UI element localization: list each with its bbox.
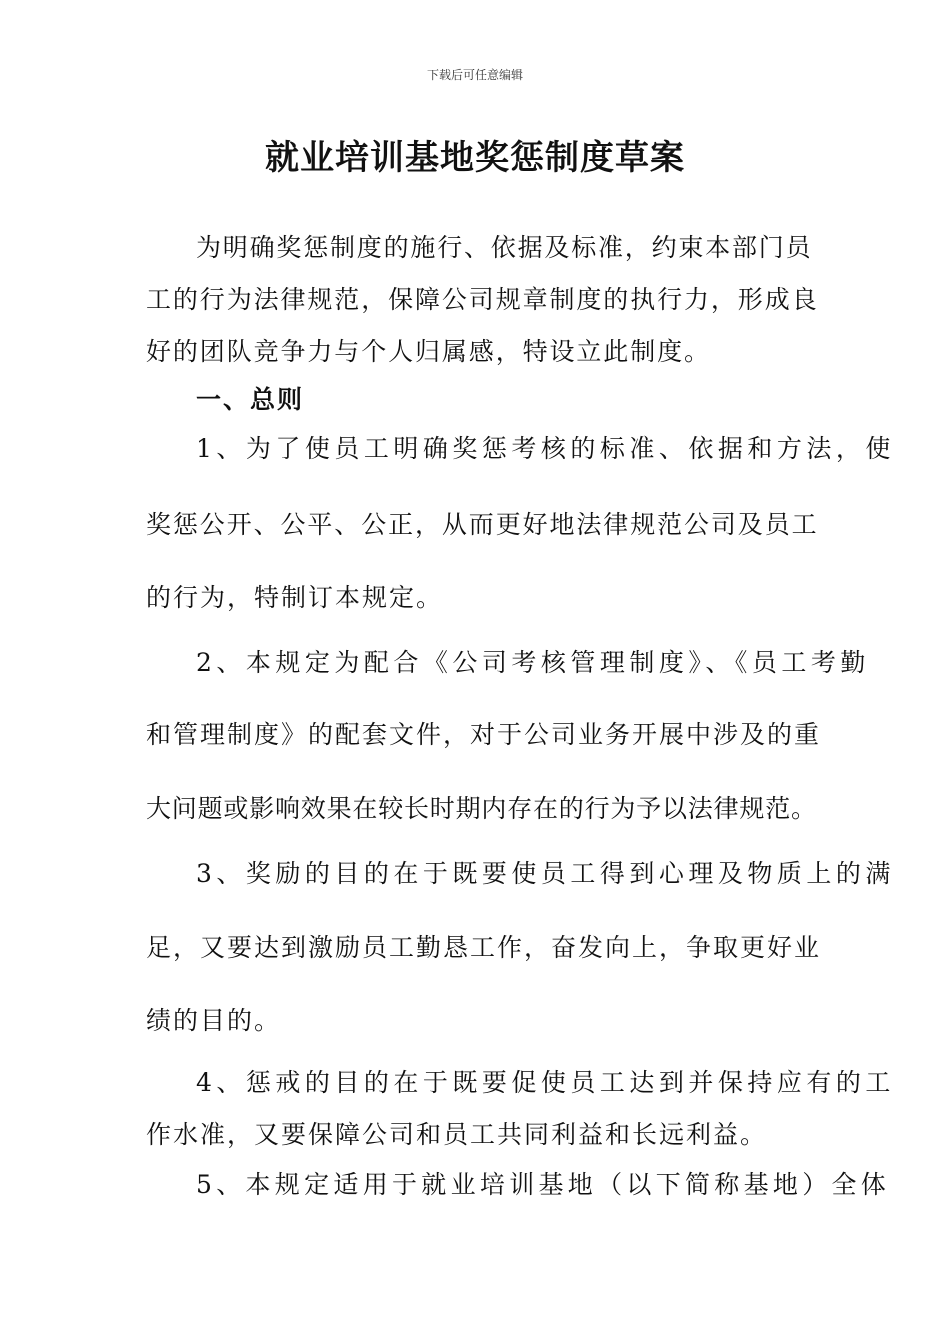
paragraph-line: 和管理制度》的配套文件，对于公司业务开展中涉及的重 — [146, 720, 822, 749]
paragraph-line: 4、惩戒的目的在于既要促使员工达到并保持应有的工 — [196, 1068, 895, 1097]
paragraph-line: 5、本规定适用于就业培训基地（以下简称基地）全体 — [196, 1170, 891, 1199]
paragraph-line: 足，又要达到激励员工勤恳工作，奋发向上，争取更好业 — [146, 933, 822, 962]
paragraph-line: 作水准，又要保障公司和员工共同利益和长远利益。 — [146, 1120, 768, 1149]
paragraph-line: 大问题或影响效果在较长时期内存在的行为予以法律规范。 — [146, 794, 817, 823]
paragraph-line: 2、本规定为配合《公司考核管理制度》、《员工考勤 — [196, 648, 870, 677]
header-note: 下载后可任意编辑 — [426, 68, 523, 82]
paragraph-line: 为明确奖惩制度的施行、依据及标准，约束本部门员 — [196, 233, 813, 262]
paragraph-line: 工的行为法律规范，保障公司规章制度的执行力，形成良 — [146, 285, 819, 314]
paragraph-line: 3、奖励的目的在于既要使员工得到心理及物质上的满 — [196, 859, 895, 888]
paragraph-line: 的行为，特制订本规定。 — [146, 583, 444, 612]
paragraph-line: 奖惩公开、公平、公正，从而更好地法律规范公司及员工 — [146, 510, 819, 539]
document-title: 就业培训基地奖惩制度草案 — [265, 138, 685, 178]
section-heading: 一、总则 — [196, 385, 305, 414]
paragraph-line: 1、为了使员工明确奖惩考核的标准、依据和方法，使 — [196, 434, 895, 463]
paragraph-line: 好的团队竞争力与个人归属感，特设立此制度。 — [146, 337, 711, 366]
paragraph-line: 绩的目的。 — [146, 1006, 282, 1035]
